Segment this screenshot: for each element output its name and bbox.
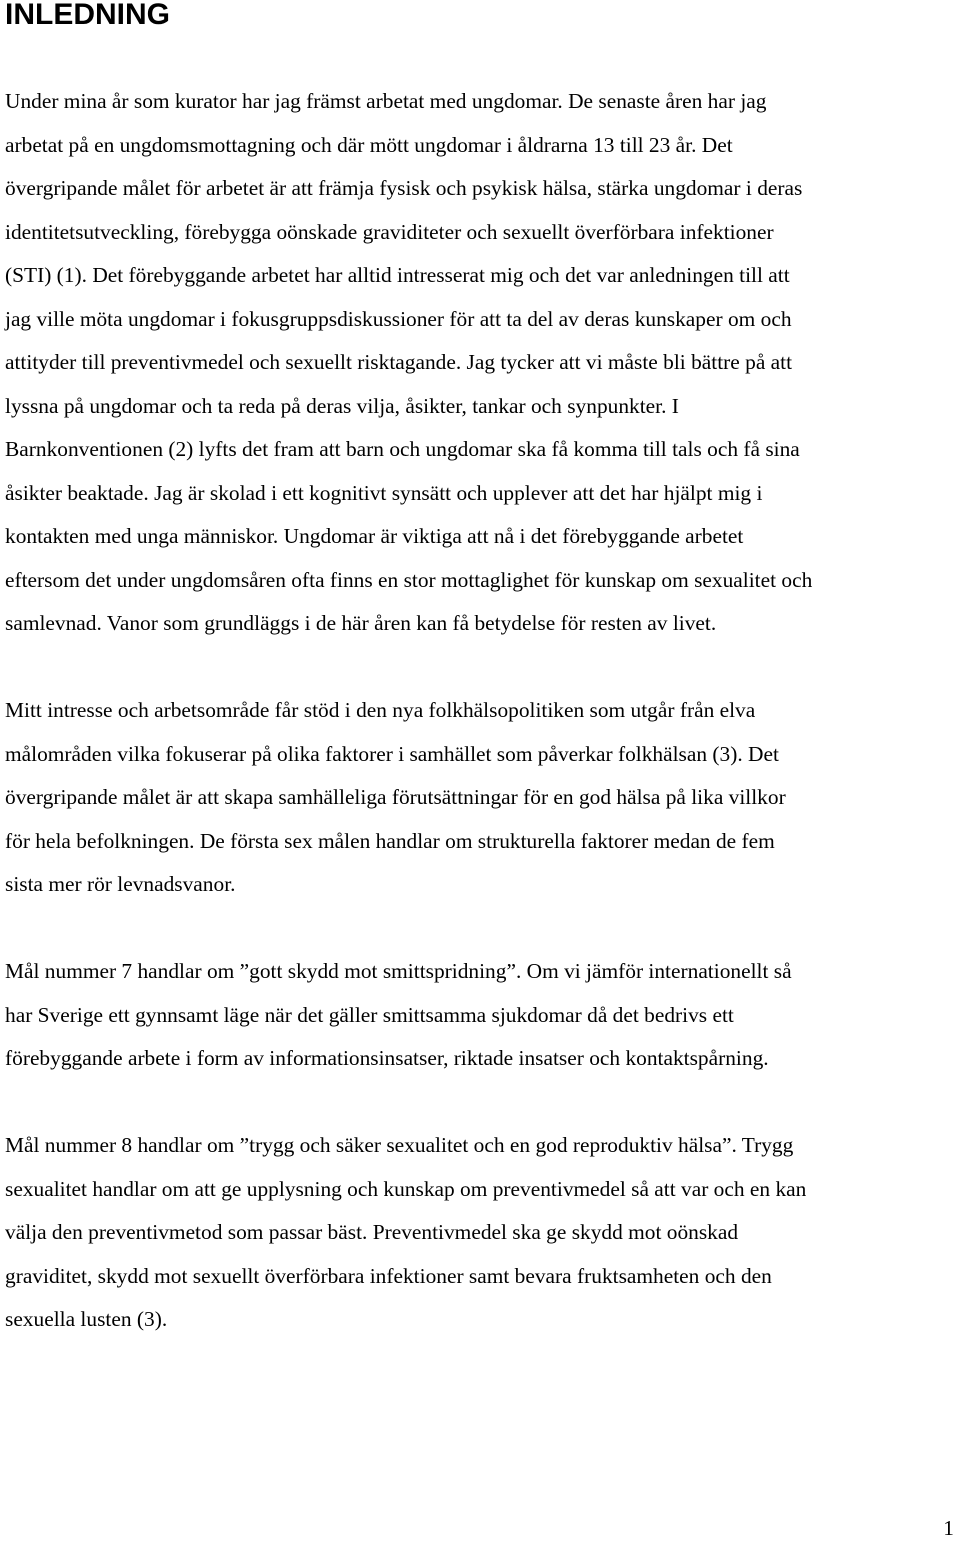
text-line: förebyggande arbete i form av informationsinsatser, riktade insatser och kontaktspårning. <box>5 1046 769 1070</box>
text-line: övergripande målet är att skapa samhälleliga förutsättningar för en god hälsa på lika villkor <box>5 785 786 809</box>
text-line: lyssna på ungdomar och ta reda på deras vilja, åsikter, tankar och synpunkter. I <box>5 393 679 418</box>
paragraph-mal-8 <box>5 1124 960 1342</box>
text-line: Under mina år som kurator har jag främst arbetat med ungdomar. De senaste åren har jag <box>5 89 767 113</box>
text-line: kontakten med unga människor. Ungdomar är viktiga att nå i det förebyggande arbetet <box>5 524 744 548</box>
document-body <box>5 80 960 1385</box>
text-line: Mitt intresse och arbetsområde får stöd i den nya folkhälsopolitiken som utgår från elva <box>5 698 756 722</box>
text-line: samlevnad. Vanor som grundläggs i de här åren kan få betydelse för resten av livet. <box>5 611 717 635</box>
text-line: välja den preventivmetod som passar bäst. Preventivmedel ska ge skydd mot oönskad <box>5 1220 739 1244</box>
page-number: 1 <box>943 1516 954 1540</box>
text-line: åsikter beaktade. Jag är skolad i ett kognitivt synsätt och upplever att det har hjälpt mig i <box>5 480 763 505</box>
text-line: för hela befolkningen. De första sex målen handlar om strukturella faktorer medan de fem <box>5 828 775 853</box>
text-line: Barnkonventionen (2) lyfts det fram att barn och ungdomar ska få komma till tals och få sina <box>5 437 800 461</box>
text-line: sexualitet handlar om att ge upplysning och kunskap om preventivmedel så att var och en kan <box>5 1176 807 1201</box>
text-line: arbetat på en ungdomsmottagning och där mött ungdomar i åldrarna 13 till 23 år. Det <box>5 132 733 157</box>
text-line: har Sverige ett gynnsamt läge när det gäller smittsamma sjukdomar då det bedrivs ett <box>5 1002 734 1027</box>
paragraph-intro <box>5 80 960 646</box>
text-line: eftersom det under ungdomsåren ofta finns en stor mottaglighet för kunskap om sexualitet och <box>5 567 813 592</box>
text-line: (STI) (1). Det förebyggande arbetet har alltid intresserat mig och det var anledningen till att <box>5 263 790 287</box>
text-line: graviditet, skydd mot sexuellt överförbara infektioner samt bevara fruktsamheten och den <box>5 1263 772 1288</box>
text-line: Mål nummer 8 handlar om ”trygg och säker sexualitet och en god reproduktiv hälsa”. Trygg <box>5 1133 794 1157</box>
text-line: målområden vilka fokuserar på olika faktorer i samhället som påverkar folkhälsan (3). Det <box>5 741 779 766</box>
text-line: övergripande målet för arbetet är att främja fysisk och psykisk hälsa, stärka ungdomar i deras <box>5 176 803 200</box>
page-title: INLEDNING <box>5 0 170 31</box>
text-line: sexuella lusten (3). <box>5 1307 168 1331</box>
text-line: jag ville möta ungdomar i fokusgruppsdiskussioner för att ta del av deras kunskaper om och <box>5 306 792 331</box>
text-line: attityder till preventivmedel och sexuellt risktagande. Jag tycker att vi måste bli bättre på att <box>5 350 793 374</box>
paragraph-mal-7 <box>5 950 960 1081</box>
paragraph-folkhalsopolitik <box>5 689 960 907</box>
text-line: identitetsutveckling, förebygga oönskade graviditeter och sexuellt överförbara infektioner <box>5 219 774 244</box>
text-line: Mål nummer 7 handlar om ”gott skydd mot smittspridning”. Om vi jämför internationellt så <box>5 959 792 983</box>
text-line: sista mer rör levnadsvanor. <box>5 872 236 896</box>
